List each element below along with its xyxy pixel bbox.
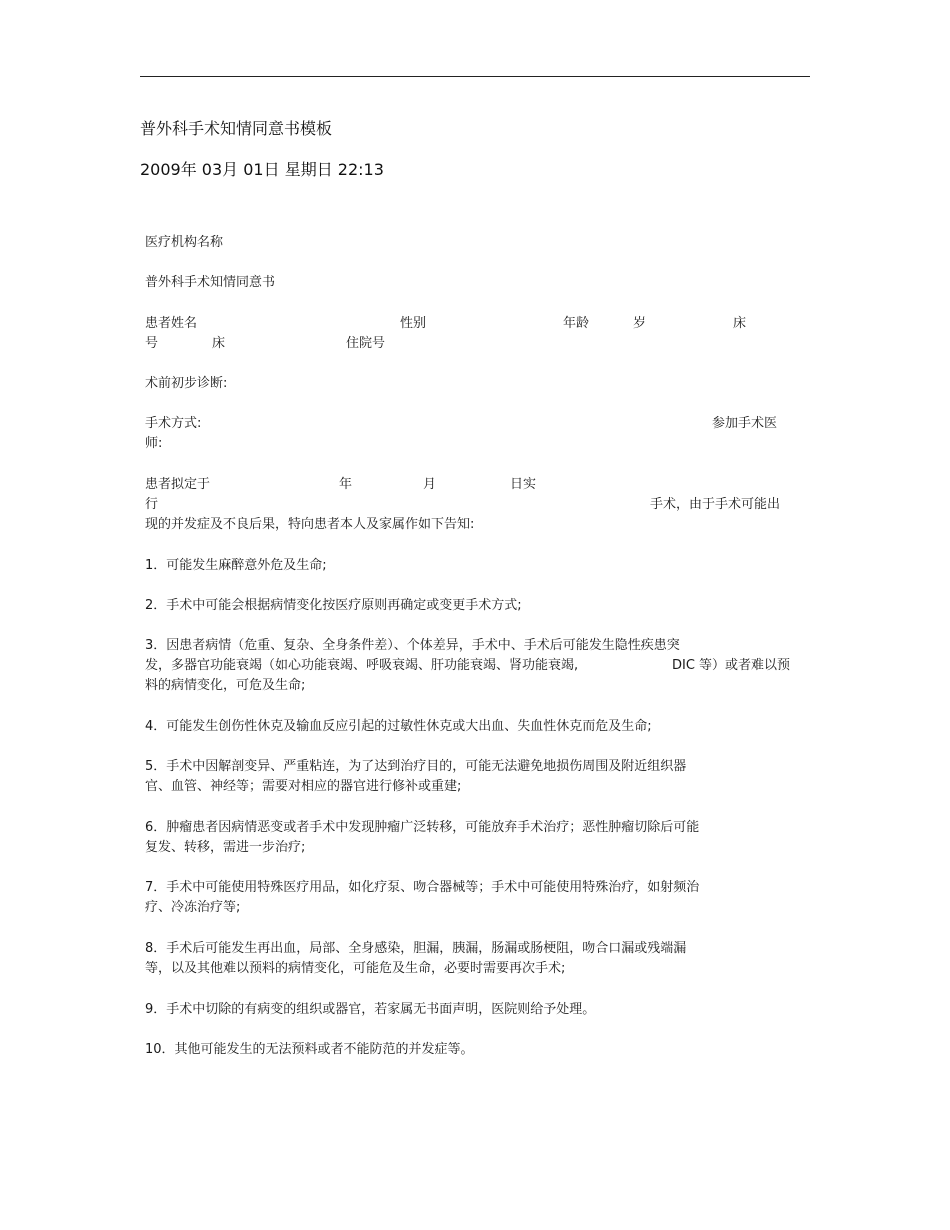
- list-item-9: 9．手术中切除的有病变的组织或器官，若家属无书面声明，医院则给予处理。: [145, 1002, 596, 1017]
- institution-label: 医疗机构名称: [145, 235, 224, 250]
- doc-title: 普外科手术知情同意书模板: [140, 119, 333, 138]
- bed-unit: 床: [212, 336, 226, 351]
- list-item-3-line-2b: DIC 等）或者难以预: [672, 658, 791, 673]
- surgeon-label-a: 参加手术医: [712, 416, 778, 431]
- list-item-3-line-1: 3．因患者病情（危重、复杂、全身条件差）、个体差异，手术中、手术后可能发生隐性疾患突: [145, 638, 680, 653]
- doc-date: 2009年 03月 01日 星期日 22:13: [140, 160, 384, 179]
- list-item-6-line-2: 复发、转移，需进一步治疗;: [145, 840, 306, 855]
- form-subtitle: 普外科手术知情同意书: [145, 275, 276, 290]
- list-item-5-line-2: 官、血管、神经等；需要对相应的器官进行修补或重建;: [145, 779, 462, 794]
- gender-label: 性别: [400, 316, 427, 331]
- age-label: 年龄: [563, 316, 590, 331]
- list-item-8-line-1: 8．手术后可能发生再出血，局部、全身感染，胆漏，胰漏，肠漏或肠梗阻，吻合口漏或残端漏: [145, 941, 687, 956]
- list-item-3-line-2a: 发，多器官功能衰竭（如心功能衰竭、呼吸衰竭、肝功能衰竭、肾功能衰竭,: [145, 658, 579, 673]
- surgeon-label-b: 师:: [145, 436, 163, 451]
- header-rule: [140, 76, 810, 77]
- patient-name-label: 患者姓名: [145, 316, 198, 331]
- list-item-8-line-2: 等，以及其他难以预料的病情变化，可能危及生命，必要时需要再次手术;: [145, 961, 566, 976]
- list-item-6-line-1: 6．肿瘤患者因病情恶变或者手术中发现肿瘤广泛转移，可能放弃手术治疗；恶性肿瘤切除后可能: [145, 820, 700, 835]
- diagnosis-label: 术前初步诊断:: [145, 376, 228, 391]
- list-item-3-line-3: 料的病情变化，可危及生命;: [145, 678, 306, 693]
- list-item-5-line-1: 5．手术中因解剖变异、严重粘连，为了达到治疗目的，可能无法避免地损伤周围及附近组织器: [145, 759, 687, 774]
- plan-prefix: 患者拟定于: [145, 477, 211, 492]
- plan-month: 月: [423, 477, 437, 492]
- plan-year: 年: [339, 477, 353, 492]
- age-unit: 岁: [633, 316, 647, 331]
- list-item-7-line-1: 7．手术中可能使用特殊医疗用品，如化疗泵、吻合器械等；手术中可能使用特殊治疗，如射频治: [145, 880, 700, 895]
- list-item-2: 2．手术中可能会根据病情变化按医疗原则再确定或变更手术方式;: [145, 598, 522, 613]
- list-item-7-line-2: 疗、冷冻治疗等;: [145, 900, 241, 915]
- surgery-method-label: 手术方式:: [145, 416, 202, 431]
- bed-label-a: 床: [733, 316, 747, 331]
- bed-label-b: 号: [145, 336, 159, 351]
- admission-label: 住院号: [346, 336, 386, 351]
- plan-do: 行: [145, 497, 159, 512]
- list-item-10: 10．其他可能发生的无法预料或者不能防范的并发症等。: [145, 1042, 474, 1057]
- plan-tail: 手术，由于手术可能出: [650, 497, 781, 512]
- plan-day: 日实: [510, 477, 537, 492]
- list-item-1: 1．可能发生麻醉意外危及生命;: [145, 558, 327, 573]
- list-item-4: 4．可能发生创伤性休克及输血反应引起的过敏性休克或大出血、失血性休克而危及生命;: [145, 719, 652, 734]
- plan-continue: 现的并发症及不良后果，特向患者本人及家属作如下告知:: [145, 517, 475, 532]
